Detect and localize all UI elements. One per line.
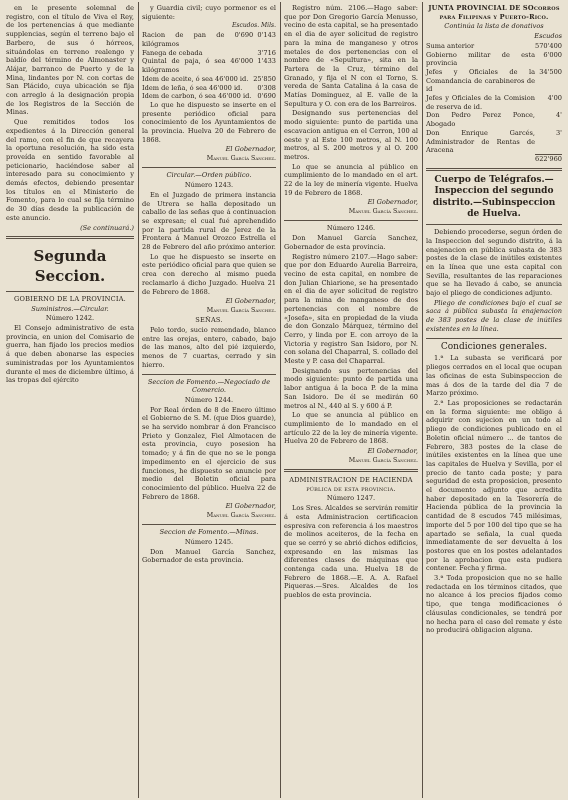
- price-label: Fanega de cebada: [142, 48, 203, 57]
- price-value: 1'433: [257, 57, 276, 66]
- donor-value: 3': [555, 128, 562, 137]
- notice-number: Número 1246.: [326, 224, 376, 233]
- sub-title: Circular.—Orden público.: [166, 171, 252, 180]
- table-row: [426, 94, 562, 111]
- column-2: [142, 4, 276, 566]
- table-row: [426, 51, 562, 68]
- divider: [426, 168, 562, 171]
- donations-total: 622'960: [535, 155, 562, 164]
- donations-table: [426, 42, 562, 164]
- donor-label: Gobierno militar de esta provincia: [426, 50, 536, 68]
- donor-label: Suma anterior: [426, 41, 475, 50]
- price-label: Idem de leña, ó sea 46'000 id.: [142, 83, 243, 92]
- telegrafos-title: Cuerpo de Telégrafos.—Inspeccion del segundo distrito.—Subinspeccion de Huelva.: [432, 175, 556, 219]
- donor-label: Jefes y Oficiales de la Comandancia de carabineros de id: [426, 67, 536, 94]
- department-title: GOBIERNO DE LA PROVINCIA.: [14, 294, 126, 303]
- donor-value: 570'400: [535, 41, 562, 50]
- price-label: Racion de pan de 0'690 kilógramos: [142, 31, 254, 49]
- junta-sub: Continúa la lista de donativos: [444, 22, 544, 31]
- donor-value: 6'000: [543, 50, 562, 59]
- table-row: [426, 111, 562, 128]
- paragraph: Por Real órden de 8 de Enero último el Gobierno de S. M. (que Dios guarde), se ha servido nombrar á don Francisco Prieto y Gonzalez, Fiel Almotacen de esta provincia, cuyo posesion ha tomado; y á fin de que no se le ponga impedimento en el ejercicio de sus funciones, he dispuesto se anuncie por medio del Boletin oficial para conocimiento del público. Huelva 22 de Febrero de 1868.: [142, 405, 276, 501]
- divider: [6, 236, 134, 239]
- paragraph: Lo que he dispuesto se inserte en este periódico oficial para que quien se crea con derecho al mismo pueda reclamarlo á dicho Juzgado. Huelva 21 de Febrero de 1868.: [142, 252, 276, 296]
- signature-title: El Gobernador,: [367, 198, 418, 207]
- price-value: 3'716: [257, 48, 276, 57]
- divider: [426, 224, 562, 225]
- paragraph: Registro número 2107.—Hago saber: que por don Eduardo Aurelia Barreira, vecino de esta capital, en nombre de don Julian Chiarione, se ha presentado en el dia de ayer solicitud de registro para la mina de manganeso de dos pertenencias con el nombre de «Josefa», sita en propiedad de la viuda de don Gonzalo Márquez, término del Cerro, y linda por E. con arroyo de la Victoria y registro San Isidoro, por N. con solana del Chaparral, S. collado del Meste y P. casa del Chaparral.: [284, 252, 418, 366]
- divider: [426, 338, 562, 339]
- table-row: [142, 75, 276, 84]
- column-rule: [280, 2, 281, 798]
- divider: [6, 291, 134, 292]
- paragraph: Don Manuel García Sanchez, Gobernador de esta provincia.: [284, 234, 418, 251]
- divider: [284, 469, 418, 472]
- donor-value: 4'00: [547, 94, 562, 103]
- paragraph: Que remitidos todos los expedientes á la Dirección general del ramo, con el fin de que recayera la oportuna resolución, ha sido esta proveída en sentido favorable al peticionario, haciéndose saber al interesado para su conocimiento y demás efectos, debiendo presentar los títulos en el Ministerio de Fomento, para lo cual se fija término de 30 días desde la publicación de este anuncio.: [6, 118, 134, 222]
- paragraph: Pelo tordo, sucio remendado, blanco entre las orejas, entero, cabado, bajo de las manos, alto del pié izquierdo, menos de 7 cuartas, cerrado y sin hierro.: [142, 326, 276, 369]
- paragraph: En el Juzgado de primera instancia de Utrera se halla depositado un caballo de las señas que á continuacion se expresan; el cual fué aprehendido por la partida rural de Jerez de la Frontera á Manuel Orozco Estrella el 28 de Febrero del año próximo anterior.: [142, 190, 276, 252]
- table-row: [142, 31, 276, 48]
- table-row: [142, 92, 276, 101]
- paragraph: y Guardia civil; cuyo pormenor es el siguiente:: [142, 4, 276, 21]
- price-value: 0'143: [257, 31, 276, 40]
- paragraph: 2.ª Las proposiciones se redactarán en la forma siguiente: me obligo á adquirir con sujecion en un todo al pliego de condiciones publicado en el Boletin oficial número ... de tantos de Febrero, 383 postes de la clase de inútiles existentes en la línea que une las capitales de Huelva y Sevilla, por el precio de tanto cada poste; y para seguridad de esta proposicion, presento el documento adjunto que acredita haber depositado en la Tesorería de Hacienda pública de la provincia la cantidad de 8 escudos 745 milésimas, importe del 5 por 100 del tipo que se ha apartado se señala, la cual queda inmediatamente de ser devuelta á los postores que en los postes adelantados por la aprobacion que esta pudiera contener. Fecha y firma.: [426, 398, 562, 573]
- pliego-title: Pliego de condiciones bajo el cual se saca á pública subasta la enajenacion de 383 postes de la clase de inútiles existentes en la línea.: [426, 298, 562, 333]
- price-value: 0'308: [257, 83, 276, 92]
- conditions-title: Condiciones generales.: [440, 341, 548, 352]
- table-row: [142, 84, 276, 93]
- divider: [142, 374, 276, 375]
- price-header: Escudos. Mils.: [232, 22, 276, 30]
- sub-title: Seccion de Fomento.—Minas.: [159, 528, 259, 537]
- column-rule: [138, 2, 139, 798]
- paragraph: Designando sus pertenencias del modo siguiente: punto de partida una escavacion antigua en el Cerron, 100 al oeste y al Este 100 metros, al N. 100 metros, al S. 200 metros y al O. 200 metros.: [284, 109, 418, 161]
- junta-header: JUNTA PROVINCIAL DE SOcorros para Filipinas y Puerto-Rico.: [428, 4, 560, 21]
- price-table: [142, 31, 276, 101]
- price-label: Idem de aceite, ó sea 46'000 id.: [142, 74, 249, 83]
- column-3: [284, 4, 418, 601]
- donor-label: Don Enrique Garcés, Administrador de Rentas de Aracena: [426, 128, 536, 155]
- table-row: [142, 49, 276, 58]
- signature-name: Manuel García Sanchez.: [206, 512, 276, 520]
- paragraph: Registro núm. 2106.—Hago saber: que por Don Gregorio García Menusso, vecino de esta capital, se ha presentado en el dia de ayer solicitud de registro para la mina de manganeso y otros metales de dos pertenencias con el nombre de «Sepultura», sita en la Partera de la Cruz, término del Granado, y fija el N con el Torno, S. vereda de Santa Catalina á la casa de Matías Dominguez, al E. valle de la Sepultura y O. con era de los Barreiros.: [284, 4, 418, 108]
- price-label: Idem de carbon, ó sea 46'000 id.: [142, 92, 252, 101]
- table-row: [426, 129, 562, 155]
- donor-value: 4': [555, 111, 562, 120]
- donor-label: Don Pedro Perez Ponce, Abogado: [426, 111, 536, 129]
- paragraph: Designando sus pertenencias del modo siguiente: punto de partida una labor antigua á la boca P. de la mina San Isidoro. De él se medirán 60 metros al N., 440 al S. y 600 á P.: [284, 366, 418, 410]
- table-row: [426, 42, 562, 51]
- table-row: [142, 57, 276, 74]
- price-value: 25'850: [253, 74, 276, 83]
- divider: [142, 167, 276, 168]
- signature-name: Manuel García Sanchez.: [206, 155, 276, 163]
- continuation-note: (Se continuará.): [80, 223, 134, 232]
- table-row: [426, 155, 562, 164]
- notice-number: Número 1245.: [184, 538, 234, 547]
- paragraph: Don Manuel García Sanchez, Gobernador de esta provincia.: [142, 547, 276, 565]
- section-title: Segunda Seccion.: [33, 247, 107, 286]
- admin-title: ADMINISTRACION DE HACIENDA pública de esta provincia.: [289, 476, 413, 493]
- sub-title: Suministros.—Circular.: [31, 304, 109, 313]
- paragraph: en le presente solemnal de registro, con el título de Viva el Rey, de los pertenencias á que mediante supplencias, según el terreno bajo el Barbero, de sus ó hórreos, situándolas en terreno realengo y baldío del término de Almonaster y Alájar, barranco de Puerto y de la Mina, lindantes por N. con cortas de San Plácido, cuya ubicación se fija con arreglo á la designación propia de los Registros de la Sección de Minas.: [6, 4, 134, 117]
- signature-name: Manuel García Sanchez.: [348, 456, 418, 464]
- paragraph: Lo que se anuncia al público en cumplimiento de lo mandado en el art. 22 de la ley de minería vigente. Huelva 19 de Febrero de 1868.: [284, 162, 418, 197]
- signature-name: Manuel García Sanchez.: [206, 307, 276, 314]
- paragraph: Debiendo procederse, segun órden de la Inspeccion del segundo distrito, á la enajenacion en pública subasta de 383 postes de la clase de inútiles existentes en la línea que une esta capital con Sevilla, resultantes de las reparaciones que se ha llevado á cabo, se anuncia bajo el pliego de condiciones adjunto.: [426, 228, 562, 298]
- sub-title: Seccion de Fomento.—Negociado de Comercio.: [147, 377, 271, 395]
- paragraph: Lo que se anuncia al público en cumplimiento de lo mandado en el artículo 22 de la ley de minería vigente. Huelva 20 de Febrero de 1868.: [284, 411, 418, 446]
- notice-number: Número 1243.: [184, 181, 234, 190]
- column-4: [426, 4, 562, 636]
- signature-title: El Gobernador,: [225, 297, 276, 306]
- signature-title: El Gobernador,: [367, 447, 418, 456]
- signature-name: Manuel García Sanchez.: [348, 208, 418, 216]
- donor-label: Jefes y Oficiales de la Comision de reserva de id.: [426, 94, 536, 111]
- paragraph: El Consejo administrativo de esta provincia, en union del Comisario de guerra, han fijado los precios medios á que deben abonarse las especies suministradas por los Ayuntamientos durante el mes de diciembre último, á las tropas del ejército: [6, 323, 134, 385]
- price-label: Quintal de paja, ó sea 46'000 kilógramos: [142, 57, 254, 75]
- paragraph: Los Sres. Alcaldes se servirán remitir á esta Administracion certificacion espresiva con referencia á los maestros de molinos aceiteros, de la fecha en que se cerró y se abrió dichos edificios, expresando en las mismas las diferentes clases de máquinas que contenga cada una. Huelva 18 de Febrero de 1868.—E. A. A. Rafael Piqueras.—Sres. Alcaldes de los pueblos de esta provincia.: [284, 504, 418, 600]
- price-value: 0'690: [257, 92, 276, 101]
- notice-number: Número 1244.: [184, 395, 234, 404]
- notice-number: Número 1242.: [45, 314, 95, 323]
- signature-title: El Gobernador,: [225, 145, 276, 154]
- signature-title: El Gobernador,: [225, 502, 276, 511]
- paragraph: Lo que he dispuesto se inserte en el presente periódico oficial para conocimiento de los Ayuntamientos de la provincia. Huelva 20 de Febrero de 1868.: [142, 100, 276, 144]
- paragraph: 1.ª La subasta se verificará por pliegos cerrados en el local que ocupan las oficinas de esta Subinspeccion de mas á dos de la tarde del dia 7 de Marzo próximo.: [426, 354, 562, 398]
- column-rule: [422, 2, 423, 798]
- senas-title: SEÑAS.: [195, 316, 223, 325]
- divider: [284, 220, 418, 221]
- units-label: Escudos: [534, 32, 562, 41]
- donor-value: 34'500: [539, 67, 562, 76]
- table-row: [426, 68, 562, 94]
- paragraph: 3.ª Toda proposicion que no se halle redactada en los términos citados, que no alcance á los precios fijados como tipo, que tenga modificaciones ó cláusulas condicionales, se tendrá por no hecha para el caso del remate y éste no producirá obligacion alguna.: [426, 574, 562, 635]
- column-1: [6, 4, 134, 386]
- divider: [142, 524, 276, 525]
- notice-number: Número 1247.: [326, 494, 376, 503]
